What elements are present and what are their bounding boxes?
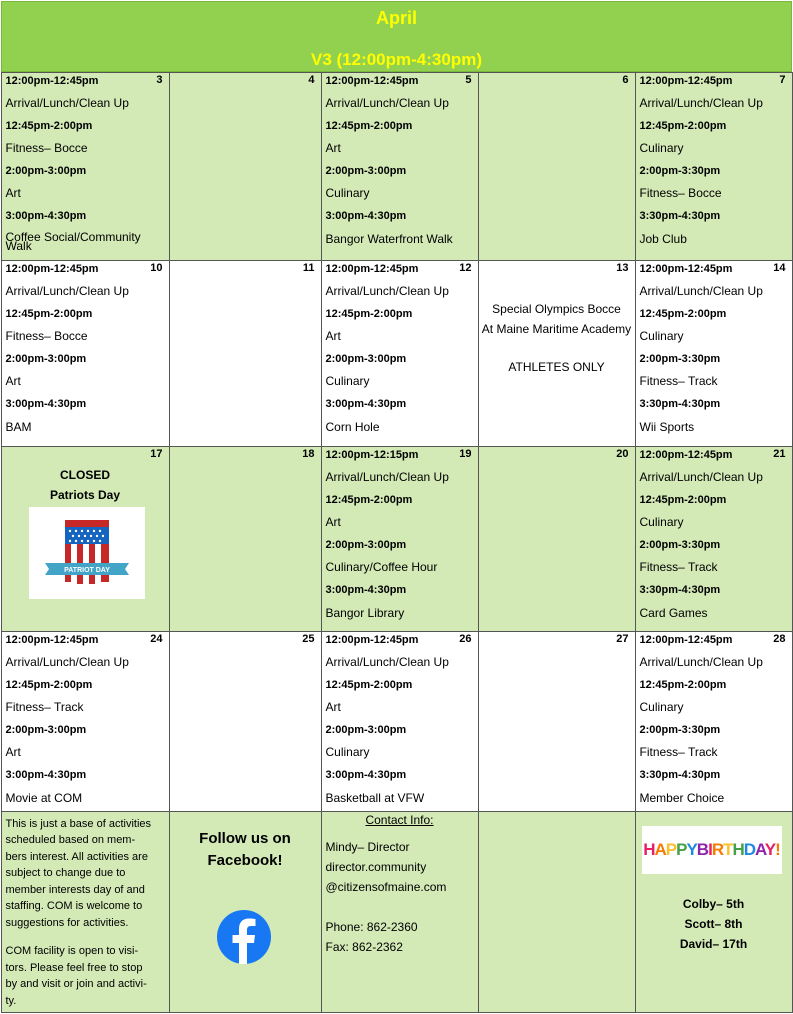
empty-footer-cell (478, 811, 636, 1013)
activity: Art (325, 329, 341, 344)
happy-birthday-text: HAPPYBIRTHDAY! (643, 839, 780, 859)
month-title: April (375, 8, 417, 28)
time-slot: 12:00pm-12:45pm (5, 262, 99, 275)
session-subtitle: V3 (12:00pm-4:30pm) (310, 50, 482, 69)
time-slot: 2:00pm-3:00pm (325, 538, 407, 551)
day-20 (478, 446, 636, 632)
day-14 (635, 260, 793, 447)
time-slot: 12:00pm-12:45pm (5, 633, 99, 646)
day-25 (169, 631, 322, 812)
activity: Arrival/Lunch/Clean Up (325, 96, 449, 111)
contact-fax: Fax: 862-2362 (325, 939, 403, 954)
activity: Job Club (639, 231, 687, 246)
time-slot: 12:00pm-12:45pm (639, 262, 733, 275)
activity: Fitness– Bocce (5, 329, 88, 344)
activity: Fitness– Track (639, 374, 718, 389)
social-cell (169, 811, 322, 1013)
activity: Art (5, 374, 21, 389)
time-slot: 3:00pm-4:30pm (5, 210, 87, 223)
day-26 (321, 631, 479, 812)
schedule (6, 634, 149, 815)
day-number: 18 (302, 447, 315, 460)
day-number: 25 (302, 632, 315, 645)
day-number: 5 (465, 73, 472, 86)
closed-label: CLOSED (59, 467, 110, 482)
day-number: 20 (616, 447, 629, 460)
day-13 (478, 260, 636, 447)
time-slot: 12:00pm-12:45pm (325, 633, 419, 646)
notice-paragraph-2: COM facility is open to visi- tors. Please feel free to stop by and visit or join and activi- ty. (5, 945, 147, 1007)
activity: Fitness– Track (639, 745, 718, 760)
day-number: 6 (622, 73, 629, 86)
activity: Fitness– Bocce (639, 186, 722, 201)
activity: Art (5, 186, 21, 201)
contact-name: Mindy– Director (325, 839, 410, 854)
time-slot: 2:00pm-3:00pm (325, 723, 407, 736)
schedule (6, 263, 149, 444)
day-7 (635, 72, 793, 261)
time-slot: 3:00pm-4:30pm (5, 769, 87, 782)
contact-email-line1[interactable]: director.community (325, 859, 427, 874)
time-slot: 12:45pm-2:00pm (639, 307, 727, 320)
time-slot: 3:00pm-4:30pm (5, 398, 87, 411)
schedule (640, 449, 772, 630)
activity: Arrival/Lunch/Clean Up (639, 470, 763, 485)
schedule (326, 75, 458, 256)
activity: Culinary (325, 374, 370, 389)
activity: Fitness– Bocce (5, 141, 88, 156)
day-number: 12 (459, 261, 472, 274)
time-slot: 12:45pm-2:00pm (639, 678, 727, 691)
time-slot: 12:00pm-12:45pm (639, 633, 733, 646)
time-slot: 12:45pm-2:00pm (325, 119, 413, 132)
notice-cell (1, 811, 170, 1013)
patriot-day-banner-text: PATRIOT DAY (63, 566, 110, 574)
time-slot: 2:00pm-3:30pm (639, 352, 721, 365)
activity: Art (5, 745, 21, 760)
follow-label-line2: Facebook! (207, 851, 283, 869)
schedule (640, 634, 772, 815)
activity: Movie at COM (5, 790, 83, 805)
time-slot: 12:45pm-2:00pm (325, 678, 413, 691)
day-number: 26 (459, 632, 472, 645)
activity: Culinary (639, 700, 684, 715)
event-note: ATHLETES ONLY (508, 359, 605, 374)
birthday-name: David– 17th (679, 936, 748, 951)
day-number: 11 (302, 261, 315, 274)
activity: Basketball at VFW (325, 790, 425, 805)
time-slot: 3:00pm-4:30pm (325, 398, 407, 411)
facebook-icon[interactable] (217, 910, 271, 964)
activity: Arrival/Lunch/Clean Up (5, 96, 129, 111)
happy-birthday-banner (642, 826, 782, 874)
day-10 (1, 260, 170, 447)
time-slot: 12:45pm-2:00pm (639, 493, 727, 506)
schedule (326, 449, 458, 630)
day-number: 21 (773, 447, 786, 460)
notice-paragraph-1: This is just a base of activities scheduled based on mem- bers interest. All activities are subject to change due to member interests day of and staffing. COM is welcome to suggestions for activities. (5, 817, 152, 929)
activity: Arrival/Lunch/Clean Up (325, 655, 449, 670)
time-slot: 2:00pm-3:00pm (325, 164, 407, 177)
birthday-name: Colby– 5th (682, 896, 745, 911)
day-19 (321, 446, 479, 632)
schedule (640, 263, 772, 444)
activity: Arrival/Lunch/Clean Up (325, 284, 449, 299)
time-slot: 2:00pm-3:00pm (5, 164, 87, 177)
contact-title: Contact Info: (365, 812, 434, 827)
holiday-label: Patriots Day (49, 487, 121, 502)
event-title: Special Olympics Bocce (492, 301, 621, 316)
activity: Fitness– Track (639, 560, 718, 575)
activity: Art (325, 141, 341, 156)
day-6 (478, 72, 636, 261)
time-slot: 12:45pm-2:00pm (639, 119, 727, 132)
activity: Member Choice (639, 790, 725, 805)
day-number: 27 (616, 632, 629, 645)
day-number: 13 (616, 261, 629, 274)
time-slot: 12:45pm-2:00pm (5, 678, 93, 691)
day-28 (635, 631, 793, 812)
time-slot: 3:00pm-4:30pm (325, 769, 407, 782)
day-number: 14 (773, 261, 786, 274)
day-18 (169, 446, 322, 632)
day-17 (1, 446, 170, 632)
event-location: At Maine Maritime Academy (481, 321, 632, 336)
day-number: 17 (150, 447, 163, 460)
day-4 (169, 72, 322, 261)
activity: Arrival/Lunch/Clean Up (5, 655, 129, 670)
day-11 (169, 260, 322, 447)
time-slot: 3:00pm-4:30pm (325, 584, 407, 597)
activity: Bangor Library (325, 605, 405, 620)
time-slot: 3:30pm-4:30pm (639, 210, 721, 223)
time-slot: 2:00pm-3:30pm (639, 723, 721, 736)
day-number: 10 (150, 261, 163, 274)
activity: Culinary (639, 141, 684, 156)
activity: Arrival/Lunch/Clean Up (5, 284, 129, 299)
time-slot: 12:00pm-12:45pm (325, 262, 419, 275)
activity: Culinary (639, 515, 684, 530)
calendar-grid (1, 72, 792, 1012)
schedule (640, 75, 772, 256)
schedule (326, 634, 458, 815)
time-slot: 2:00pm-3:00pm (325, 352, 407, 365)
activity: Arrival/Lunch/Clean Up (639, 96, 763, 111)
time-slot: 2:00pm-3:30pm (639, 164, 721, 177)
activity: Wii Sports (639, 419, 695, 434)
time-slot: 12:45pm-2:00pm (5, 119, 93, 132)
patriot-day-image (29, 507, 145, 599)
contact-email-line2[interactable]: @citizensofmaine.com (325, 879, 447, 894)
activity: Culinary (325, 745, 370, 760)
birthday-cell (635, 811, 793, 1013)
activity: Corn Hole (325, 419, 380, 434)
activity: Art (325, 515, 341, 530)
schedule (326, 263, 458, 444)
time-slot: 2:00pm-3:00pm (5, 723, 87, 736)
contact-cell (321, 811, 479, 1013)
day-number: 28 (773, 632, 786, 645)
schedule (6, 75, 149, 256)
time-slot: 2:00pm-3:00pm (5, 352, 87, 365)
activity: Culinary (639, 329, 684, 344)
time-slot: 2:00pm-3:30pm (639, 538, 721, 551)
contact-phone: Phone: 862-2360 (325, 919, 418, 934)
time-slot: 3:00pm-4:30pm (325, 210, 407, 223)
calendar-header (1, 1, 792, 72)
activity: BAM (5, 419, 32, 434)
time-slot: 12:00pm-12:45pm (325, 74, 419, 87)
birthday-name: Scott– 8th (684, 916, 743, 931)
time-slot: 3:30pm-4:30pm (639, 398, 721, 411)
time-slot: 3:30pm-4:30pm (639, 584, 721, 597)
day-number: 19 (459, 447, 472, 460)
activity: Culinary/Coffee Hour (325, 560, 438, 575)
time-slot: 12:00pm-12:45pm (639, 74, 733, 87)
day-24 (1, 631, 170, 812)
follow-label-line1: Follow us on (199, 829, 291, 847)
activity: Card Games (639, 605, 708, 620)
activity: Art (325, 700, 341, 715)
day-12 (321, 260, 479, 447)
day-number: 3 (156, 73, 163, 86)
day-21 (635, 446, 793, 632)
time-slot: 3:30pm-4:30pm (639, 769, 721, 782)
activity: Arrival/Lunch/Clean Up (639, 655, 763, 670)
time-slot: 12:45pm-2:00pm (325, 493, 413, 506)
day-27 (478, 631, 636, 812)
time-slot: 12:00pm-12:45pm (639, 448, 733, 461)
activity: Culinary (325, 186, 370, 201)
time-slot: 12:00pm-12:15pm (325, 448, 419, 461)
activity: Bangor Waterfront Walk (325, 231, 453, 246)
activity: Coffee Social/Community Walk (5, 229, 141, 253)
time-slot: 12:45pm-2:00pm (5, 307, 93, 320)
time-slot: 12:00pm-12:45pm (5, 74, 99, 87)
day-number: 7 (779, 73, 786, 86)
time-slot: 12:45pm-2:00pm (325, 307, 413, 320)
activity: Fitness– Track (5, 700, 84, 715)
day-3 (1, 72, 170, 261)
day-5 (321, 72, 479, 261)
day-number: 4 (308, 73, 315, 86)
activity: Arrival/Lunch/Clean Up (325, 470, 449, 485)
day-number: 24 (150, 632, 163, 645)
activity: Arrival/Lunch/Clean Up (639, 284, 763, 299)
